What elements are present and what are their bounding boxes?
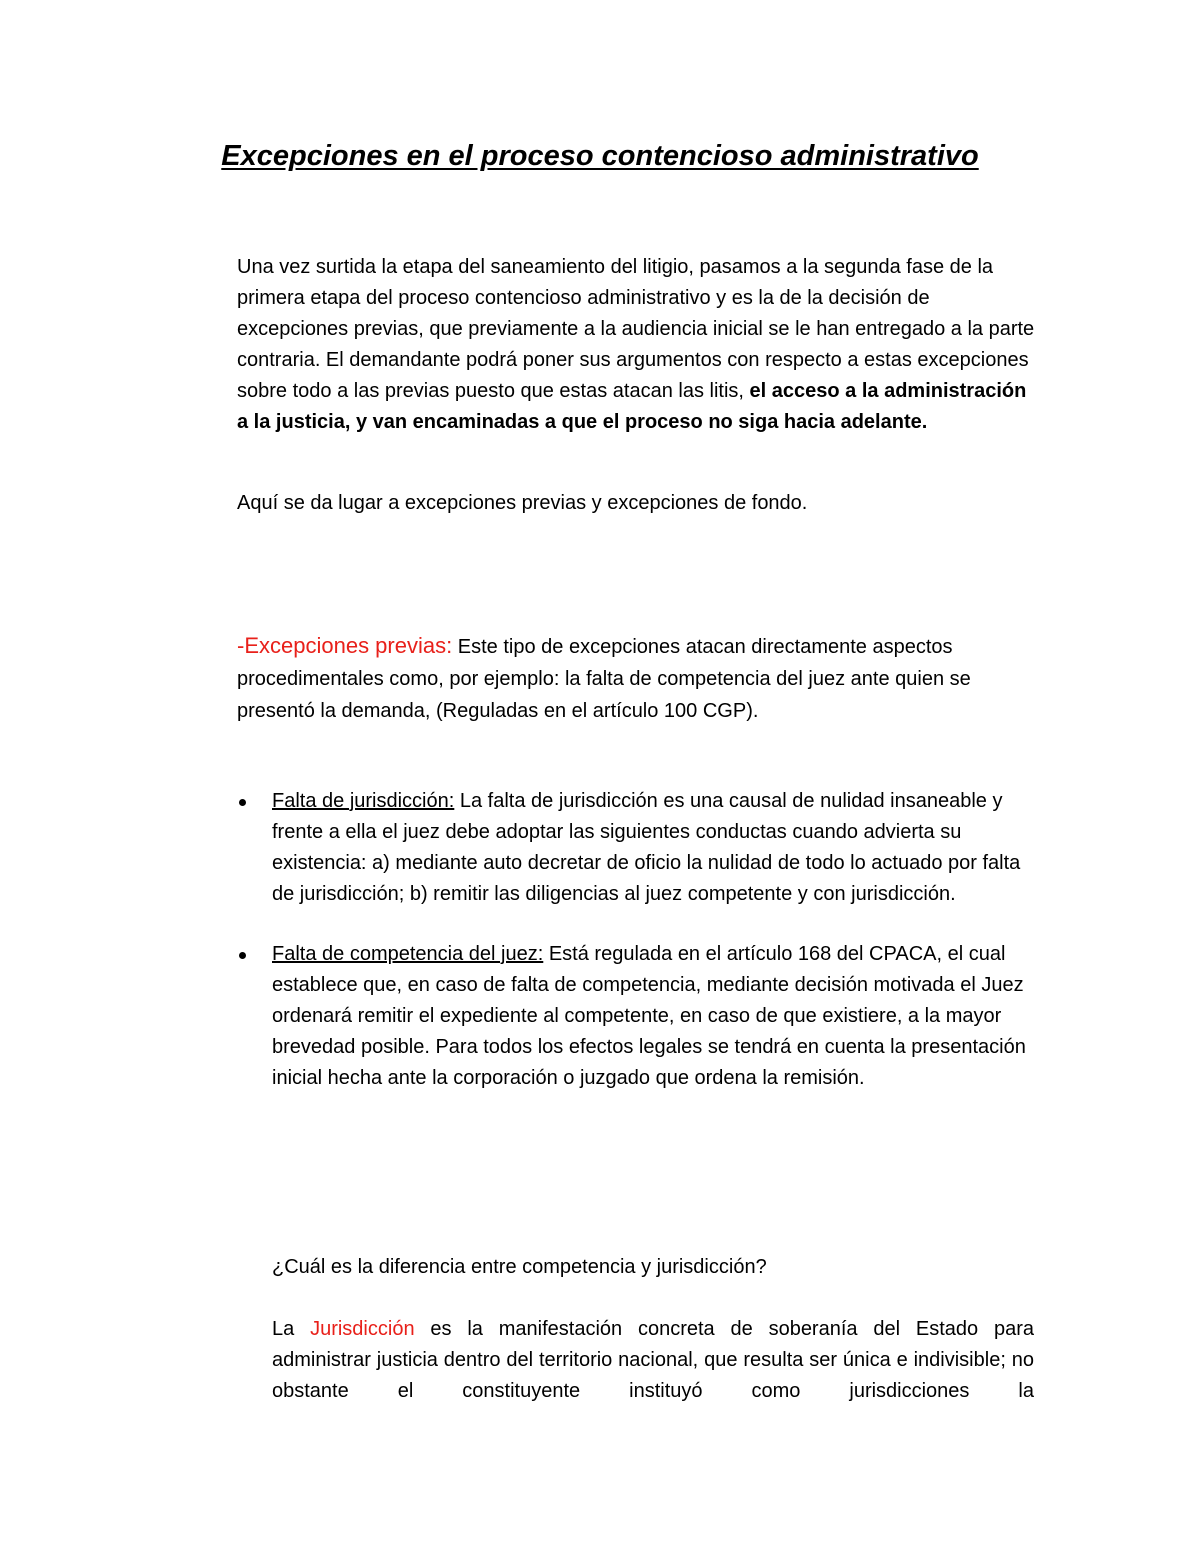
bullet-term: Falta de jurisdicción: xyxy=(272,790,455,812)
types-sentence: Aquí se da lugar a excepciones previas y excepciones de fondo. xyxy=(237,492,808,514)
jurisdiccion-text: es la manifestación concreta de soberanía del Estado para administrar justicia dentro del territorio nacional, que resulta ser única e indivisible; no obstante el constituyente instituyó como jurisdicciones la xyxy=(272,1318,1034,1402)
bullet-term: Falta de competencia del juez: xyxy=(272,943,544,965)
list-item xyxy=(237,939,1037,1094)
bullet-text: Está regulada en el artículo 168 del CPACA, el cual establece que, en caso de falta de competencia, mediante decisión motivada el Juez ordenará remitir el expediente al competente, en caso de que existiere, a la mayor brevedad posible. Para todos los efectos legales se tendrá en cuenta la presentación inicial hecha ante la corporación o juzgado que ordena la remisión. xyxy=(272,943,1026,1089)
previas-paragraph xyxy=(237,630,1037,727)
bullet-icon xyxy=(239,952,246,959)
jurisdiccion-paragraph xyxy=(272,1314,1034,1407)
previas-text: Este tipo de excepciones atacan directamente aspectos procedimentales como, por ejemplo: la falta de competencia del juez ante quien se presentó la demanda, (Reguladas en el artículo 100 CGP). xyxy=(237,636,971,722)
intro-paragraph xyxy=(237,252,1037,438)
jurisdiccion-prefix: La xyxy=(272,1318,311,1340)
difference-question: ¿Cuál es la diferencia entre competencia y jurisdicción? xyxy=(272,1256,767,1278)
document-title: Excepciones en el proceso contencioso administrativo xyxy=(221,140,979,172)
intro-text: Una vez surtida la etapa del saneamiento del litigio, pasamos a la segunda fase de la primera etapa del proceso contencioso administrativo y es la de la decisión de excepciones previas, que previamente a la audiencia inicial se le han entregado a la parte contraria. El demandante podrá poner sus argumentos con respecto a estas excepciones sobre todo a las previas puesto que estas atacan las litis, xyxy=(237,256,1035,402)
bullet-text: La falta de jurisdicción es una causal de nulidad insaneable y frente a ella el juez debe adoptar las siguientes conductas cuando advierta su existencia: a) mediante auto decretar de oficio la nulidad de todo lo actuado por falta de jurisdicción; b) remitir las diligencias al juez competente y con jurisdicción. xyxy=(272,790,1021,905)
previas-label: -Excepciones previas: xyxy=(237,633,453,658)
bullet-icon xyxy=(239,799,246,806)
exceptions-list xyxy=(237,786,1037,1123)
list-item xyxy=(237,786,1037,910)
jurisdiccion-term: Jurisdicción xyxy=(310,1318,415,1340)
intro-bold-text: el acceso a la administración a la justicia, y van encaminadas a que el proceso no siga hacia adelante. xyxy=(237,380,1027,433)
